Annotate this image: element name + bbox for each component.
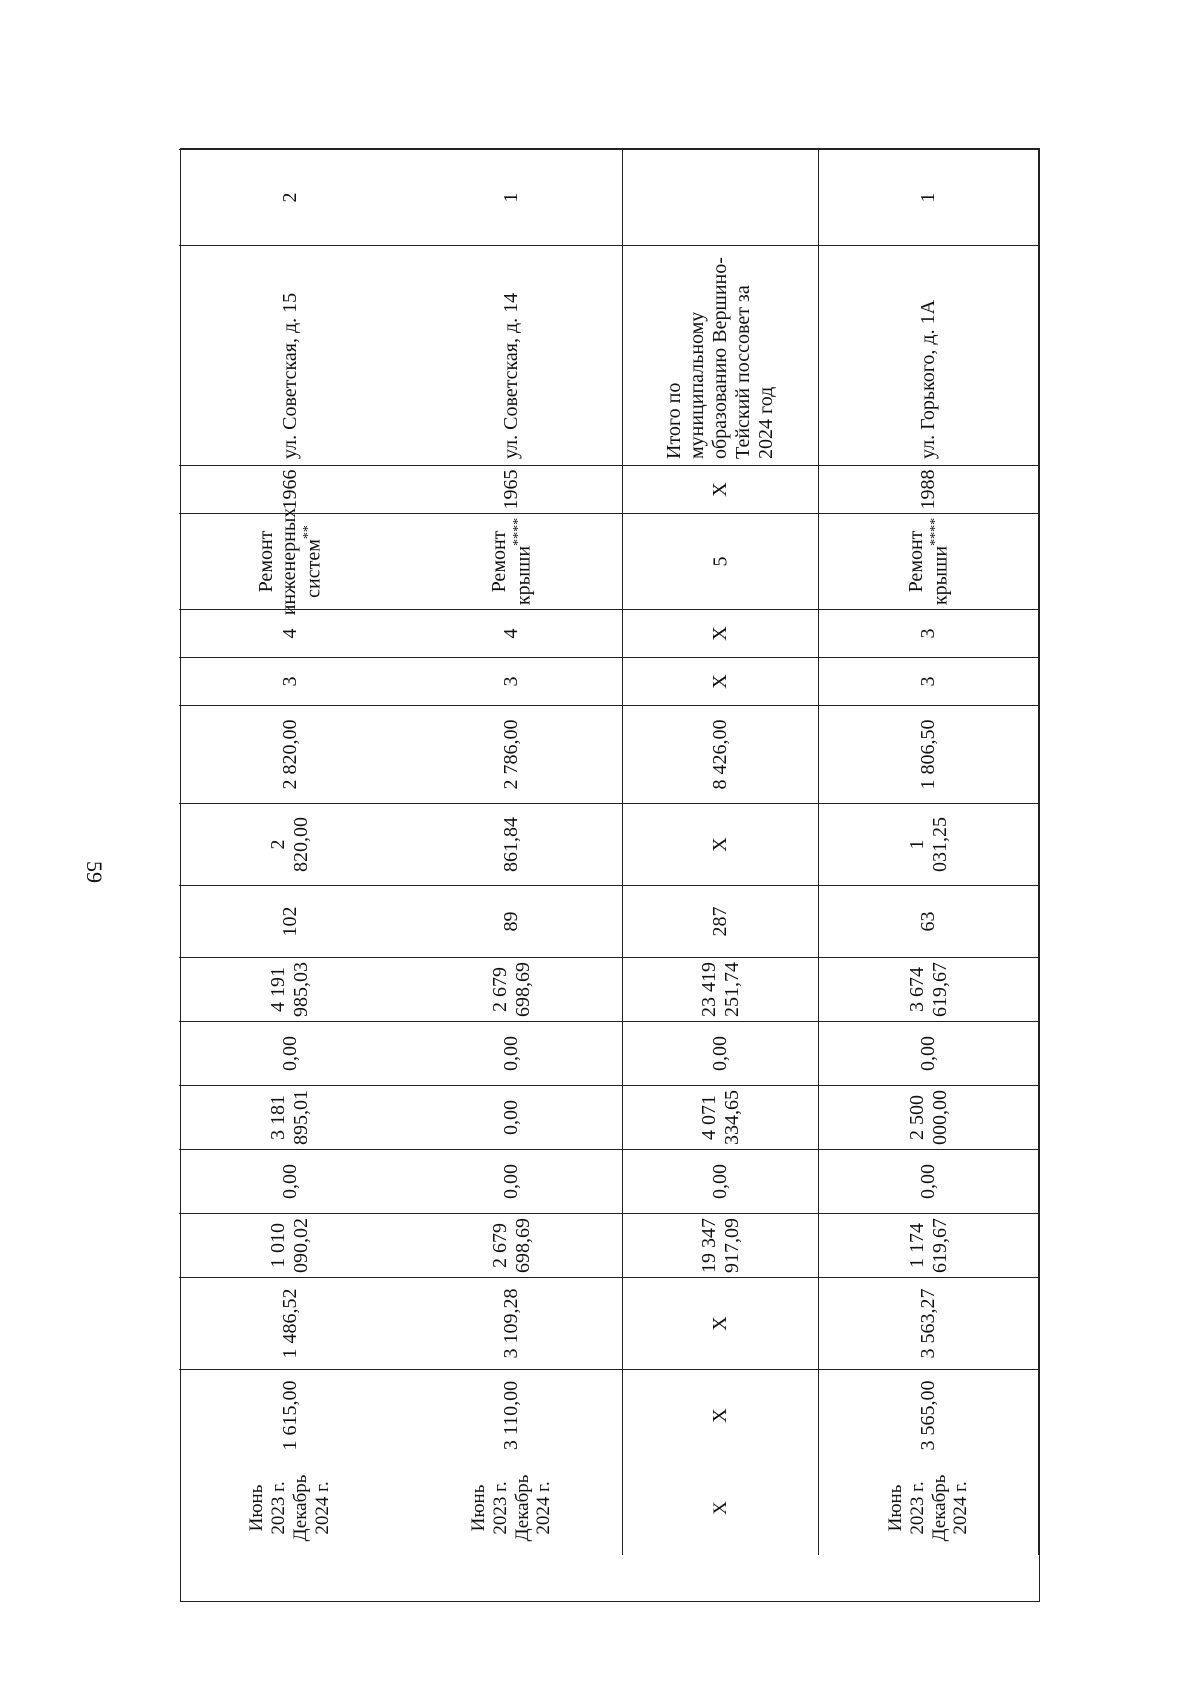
cell-c10 bbox=[401, 957, 623, 1021]
cell-text: 2 786,00 bbox=[500, 719, 522, 790]
cell-c12 bbox=[819, 1085, 1039, 1149]
cell-text: 2 820,00 bbox=[278, 719, 301, 790]
cell-text: 2 820,00 bbox=[267, 817, 312, 872]
cell-text: 0,00 bbox=[917, 1164, 939, 1199]
cell-text: Х bbox=[709, 482, 731, 497]
cell-year bbox=[819, 465, 1039, 513]
cell-c8 bbox=[623, 803, 819, 885]
cell-c13 bbox=[179, 1149, 401, 1213]
cell-period bbox=[179, 1461, 401, 1555]
cell-address bbox=[819, 245, 1039, 465]
cell-work_type bbox=[623, 513, 819, 609]
work-type-text: Ремонт крыши bbox=[904, 530, 952, 606]
cell-c8 bbox=[401, 803, 623, 885]
cell-text: Х bbox=[709, 1501, 731, 1515]
cell-text: Итого по муниципальному образованию Вершино-Тейский поссовет за 2024 год bbox=[663, 257, 777, 459]
cell-c8 bbox=[179, 803, 401, 885]
cell-c14 bbox=[401, 1213, 623, 1277]
cell-address bbox=[623, 245, 819, 465]
cell-text: 1 615,00 bbox=[278, 1380, 301, 1451]
cell-c6 bbox=[401, 657, 623, 705]
cell-text: 3 bbox=[500, 676, 522, 687]
cell-text: ул. Советская, д. 14 bbox=[500, 292, 522, 459]
cell-text: 1 486,52 bbox=[278, 1288, 301, 1359]
cell-c16 bbox=[401, 1369, 623, 1461]
cell-c15 bbox=[401, 1277, 623, 1369]
cell-c16 bbox=[623, 1369, 819, 1461]
cell-text: Х bbox=[709, 837, 731, 852]
cell-text: 2 679 698,69 bbox=[488, 962, 534, 1017]
cell-text: 8 426,00 bbox=[709, 719, 731, 790]
cell-text: Х bbox=[709, 1408, 731, 1423]
cell-text: 89 bbox=[500, 911, 522, 932]
cell-text: 23 419 251,74 bbox=[697, 962, 743, 1017]
cell-text: Х bbox=[709, 674, 731, 689]
cell-text: 287 bbox=[709, 906, 731, 937]
cell-number bbox=[179, 149, 401, 245]
cell-text: 2 500 000,00 bbox=[905, 1090, 951, 1145]
cell-text: 3 bbox=[278, 676, 301, 687]
cell-text: 1 174 619,67 bbox=[905, 1218, 951, 1273]
cell-number bbox=[819, 149, 1039, 245]
cell-number bbox=[623, 149, 819, 245]
cell-c11 bbox=[179, 1021, 401, 1085]
cell-c12 bbox=[623, 1085, 819, 1149]
cell-text: 0,00 bbox=[917, 1036, 939, 1071]
cell-text: 3 563,27 bbox=[917, 1288, 939, 1359]
cell-text: 63 bbox=[917, 911, 939, 932]
cell-text: 0,00 bbox=[278, 1164, 301, 1199]
footnote-mark: ** bbox=[300, 525, 316, 540]
cell-text: 3 181 895,01 bbox=[267, 1090, 312, 1145]
footnote-mark: **** bbox=[510, 517, 526, 546]
cell-c10 bbox=[179, 957, 401, 1021]
cell-text: ул. Горького, д. 1А bbox=[917, 299, 939, 459]
cell-text: 2 bbox=[278, 192, 301, 203]
cell-number bbox=[401, 149, 623, 245]
work-type-text: 5 bbox=[709, 556, 732, 567]
cell-text: 0,00 bbox=[500, 1164, 522, 1199]
cell-text: ул. Советская, д. 15 bbox=[278, 292, 301, 459]
cell-text: 3 674 619,67 bbox=[905, 962, 951, 1017]
cell-work_type bbox=[401, 513, 623, 609]
cell-text: 861,84 bbox=[500, 817, 522, 872]
cell-text: 0,00 bbox=[500, 1100, 522, 1135]
cell-year bbox=[401, 465, 623, 513]
cell-c14 bbox=[623, 1213, 819, 1277]
cell-year bbox=[179, 465, 401, 513]
cell-text: 3 109,28 bbox=[500, 1288, 522, 1359]
cell-address bbox=[179, 245, 401, 465]
cell-text: 3 110,00 bbox=[500, 1380, 522, 1451]
cell-text: 1966 bbox=[278, 469, 301, 510]
cell-text: 0,00 bbox=[709, 1036, 731, 1071]
cell-text: 3 565,00 bbox=[917, 1380, 939, 1451]
cell-text: 3 bbox=[917, 676, 939, 687]
cell-c6 bbox=[623, 657, 819, 705]
cell-text: 0,00 bbox=[278, 1036, 301, 1071]
cell-text: Июнь 2023 г. Декабрь 2024 г. bbox=[884, 1474, 972, 1542]
cell-c9 bbox=[819, 885, 1039, 957]
cell-text: 4 191 985,03 bbox=[267, 962, 312, 1017]
cell-c16 bbox=[819, 1369, 1039, 1461]
cell-c14 bbox=[819, 1213, 1039, 1277]
cell-period bbox=[401, 1461, 623, 1555]
cell-c7 bbox=[179, 705, 401, 803]
cell-c15 bbox=[623, 1277, 819, 1369]
cell-address bbox=[401, 245, 623, 465]
cell-text: 1 031,25 bbox=[905, 817, 951, 872]
cell-c10 bbox=[819, 957, 1039, 1021]
cell-text: 19 347 917,09 bbox=[697, 1218, 743, 1273]
cell-text: 4 071 334,65 bbox=[697, 1090, 743, 1145]
cell-c15 bbox=[179, 1277, 401, 1369]
cell-text: 2 679 698,69 bbox=[488, 1218, 534, 1273]
cell-year bbox=[623, 465, 819, 513]
cell-c16 bbox=[179, 1369, 401, 1461]
table-wrapper bbox=[180, 148, 1040, 1602]
cell-c13 bbox=[401, 1149, 623, 1213]
cell-c14 bbox=[179, 1213, 401, 1277]
page-number: 59 bbox=[82, 861, 107, 883]
cell-c9 bbox=[179, 885, 401, 957]
cell-work_type bbox=[819, 513, 1039, 609]
cell-text: 1988 bbox=[917, 469, 939, 510]
cell-text: 1965 bbox=[500, 469, 522, 510]
cell-c11 bbox=[819, 1021, 1039, 1085]
cell-work_type bbox=[179, 507, 401, 616]
cell-text: 4 bbox=[500, 628, 522, 639]
cell-c15 bbox=[819, 1277, 1039, 1369]
cell-c5 bbox=[623, 609, 819, 657]
cell-text: 102 bbox=[278, 906, 301, 937]
repair-program-table bbox=[180, 148, 1040, 1602]
cell-c12 bbox=[179, 1085, 401, 1149]
cell-text: 0,00 bbox=[500, 1036, 522, 1071]
cell-c7 bbox=[401, 705, 623, 803]
cell-text: 1 bbox=[500, 192, 522, 203]
cell-c9 bbox=[623, 885, 819, 957]
cell-period bbox=[623, 1461, 819, 1555]
cell-c6 bbox=[819, 657, 1039, 705]
cell-text: 1 806,50 bbox=[917, 719, 939, 790]
cell-text: 3 bbox=[917, 628, 939, 639]
cell-c11 bbox=[401, 1021, 623, 1085]
cell-text: Июнь 2023 г. Декабрь 2024 г. bbox=[246, 1474, 333, 1542]
cell-text: Х bbox=[709, 626, 731, 641]
cell-text: Июнь 2023 г. Декабрь 2024 г. bbox=[467, 1474, 555, 1542]
cell-c5 bbox=[179, 609, 401, 657]
work-type-text: Ремонт крыши bbox=[487, 530, 535, 606]
cell-c12 bbox=[401, 1085, 623, 1149]
cell-c8 bbox=[819, 803, 1039, 885]
footnote-mark: **** bbox=[927, 517, 943, 546]
cell-text: 1 bbox=[917, 192, 939, 203]
cell-c13 bbox=[819, 1149, 1039, 1213]
work-type-text: Ремонт инженерных систем bbox=[254, 507, 325, 616]
cell-text: 4 bbox=[278, 628, 301, 639]
cell-c10 bbox=[623, 957, 819, 1021]
cell-text: 0,00 bbox=[709, 1164, 731, 1199]
cell-text: Х bbox=[709, 1316, 731, 1331]
cell-c13 bbox=[623, 1149, 819, 1213]
cell-c5 bbox=[819, 609, 1039, 657]
cell-c6 bbox=[179, 657, 401, 705]
cell-c5 bbox=[401, 609, 623, 657]
cell-period bbox=[819, 1461, 1039, 1555]
cell-c11 bbox=[623, 1021, 819, 1085]
cell-c7 bbox=[819, 705, 1039, 803]
cell-c7 bbox=[623, 705, 819, 803]
cell-c9 bbox=[401, 885, 623, 957]
cell-text: 1 010 090,02 bbox=[267, 1218, 312, 1273]
